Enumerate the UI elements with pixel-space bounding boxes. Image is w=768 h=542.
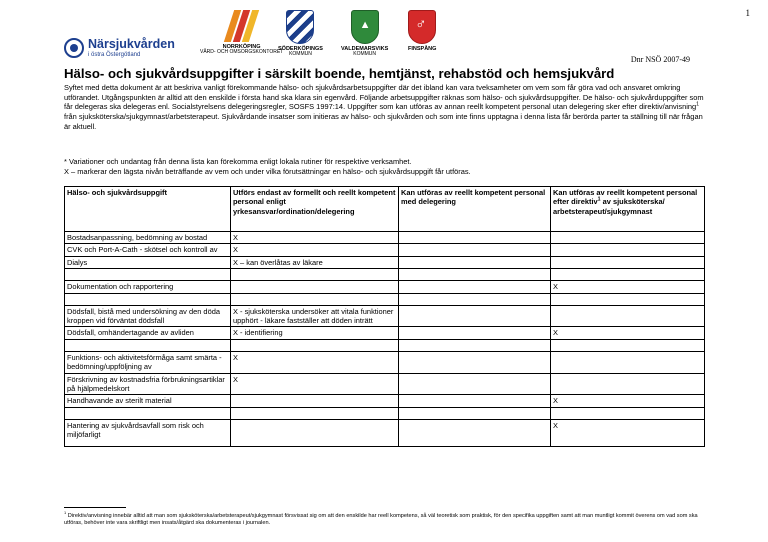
narsjukvarden-logo [64,38,175,58]
task-cell: Handhavande av sterilt material [65,395,231,407]
document-number: Dnr NSÖ 2007-49 [630,55,690,64]
formal-cell: X [231,373,399,395]
note-variations: * Variationer och undantag från denna lista kan förekomma enligt lokala rutiner för respektive verksamhet. [64,157,412,166]
task-cell: Bostadsanpassning, bedömning av bostad [65,232,231,244]
intro-paragraph [64,83,704,132]
delegation-cell [399,419,551,446]
delegation-cell [399,395,551,407]
task-cell: Funktions- och aktivitetsförmåga samt smärta - bedömning/uppföljning av [65,351,231,373]
page-number: 1 [745,8,750,18]
directive-cell [551,244,705,256]
directive-cell [551,256,705,268]
table-row [65,395,705,407]
soderkoping-name: SÖDERKÖPINGS [278,46,323,52]
valdemarsvik-name: VALDEMARSVIKS [341,46,389,52]
delegation-cell [399,327,551,339]
table-row [65,327,705,339]
header-directive: Kan utföras av reellt kompetent personal efter direktiv$^1$ av sjuksköterska/ arbetsterapeut/sjukgymnast [551,187,705,232]
table-spacer-row [65,293,705,305]
note-x-legend: X – markerar den lägsta nivån beträffande av vem och under vilka förutsättningar en hälso- och sjukvårdsuppgift får utföras. [64,166,471,176]
header-task: Hälso- och sjukvårdsuppgift [65,187,231,232]
header-delegation: Kan utföras av reellt kompetent personal med delegering [399,187,551,232]
norrkoping-name: NORRKÖPING [222,44,261,50]
notes [64,157,704,176]
task-cell: Dokumentation och rapportering [65,281,231,293]
directive-cell: X [551,419,705,446]
table-row [65,351,705,373]
valdemarsvik-sub: KOMMUN [353,51,377,58]
footnote [64,510,714,528]
table-header-row [65,187,705,232]
norrkoping-logo [200,10,283,55]
document-title: Hälso- och sjukvårdsuppgifter i särskilt boende, hemtjänst, rehabstöd och hemsjukvård [64,66,615,81]
finspang-shield-icon [408,10,436,44]
narsjukvarden-emblem-icon [64,38,84,58]
table-row [65,281,705,293]
table-row [65,256,705,268]
directive-cell: X [551,395,705,407]
finspang-logo [408,10,436,52]
delegation-cell [399,281,551,293]
finspang-name: FINSPÅNG [408,46,437,52]
directive-cell [551,232,705,244]
norrkoping-sub: VÅRD- OCH OMSORGSKONTORET [200,49,284,56]
task-table [64,186,705,447]
intro-text-cont: från sjuksköterska/sjukgymnast/arbetsterapeut. Sjukvårdande insatser som initieras av hälso- och sjukvården och som inte finns upptagna i denna lista får berörda parter ta ställning till när frågan är aktuell. [64,112,703,131]
directive-cell: X [551,281,705,293]
valdemarsvik-shield-icon [351,10,379,44]
footnote-marker: 1 [64,510,67,516]
delegation-cell [399,373,551,395]
header-formal: Utförs endast av formellt och reellt kompetent personal enligt yrkesansvar/ordination/delegering [231,187,399,232]
table-row [65,373,705,395]
delegation-cell [399,256,551,268]
task-cell: Dialys [65,256,231,268]
table-row [65,232,705,244]
formal-cell: X – kan överlåtas av läkare [231,256,399,268]
directive-cell [551,351,705,373]
directive-cell [551,305,705,327]
table-row [65,419,705,446]
delegation-cell [399,244,551,256]
header-logos [64,10,704,62]
directive-cell [551,373,705,395]
formal-cell [231,395,399,407]
norrkoping-emblem-icon [225,10,259,42]
table-spacer-row [65,407,705,419]
formal-cell: X - identifiering [231,327,399,339]
delegation-cell [399,351,551,373]
task-cell: Dödsfall, omhändertagande av avliden [65,327,231,339]
intro-text: Syftet med detta dokument är att beskriva vanligt förekommande hälso- och sjukvårdsarbetsuppgifter där det ibland kan vara tveksamheter om vem som får göra vad och ansvaret omkring utförandet. Utgångspunkten är alltid att den enskilde i första hand ska klara sin egenvård. Följande arbetsuppgifter räknas som hälso- och sjukvårdsuppgifter. De hälso- och sjukvårduppgifter som får delegeras ska delegeras enl. Socialstyrelsens delegeringsregler, SOSFS 1997:14. Uppgifter som kan utföras av annan reellt kompetent personal utan delegering sker efter direktiv/anvisning [64,83,704,112]
table-row [65,305,705,327]
table-row [65,244,705,256]
soderkoping-sub: KOMMUN [289,51,312,58]
formal-cell: X [231,232,399,244]
narsjukvarden-name: Närsjukvården [88,37,175,52]
formal-cell [231,419,399,446]
formal-cell: X [231,351,399,373]
formal-cell [231,281,399,293]
task-cell: CVK och Port-A-Cath - skötsel och kontroll av [65,244,231,256]
footnote-text: Direktiv/anvisning innebär alltid att man som sjuksköterska/arbetsterapeut/sjukgymnast försvissat sig om att den enskilde har reell kompetens, så väl teoretisk som praktisk, för den specifika uppgiften samt att man muntligt kommit överens om vad som ska utföras, behöver inte vara skriftligt men insats/åtgärd ska dokumenteras i journalen. [64,513,698,527]
task-cell: Dödsfall, bistå med undersökning av den döda kroppen vid förväntat dödsfall [65,305,231,327]
soderkoping-shield-icon [286,10,314,44]
formal-cell: X - sjuksköterska undersöker att vitala funktioner upphört - läkare fastställer att döden inträtt [231,305,399,327]
task-cell: Förskrivning av kostnadsfria förbrukningsartiklar på hjälpmedelskort [65,373,231,395]
table-spacer-row [65,269,705,281]
task-cell: Hantering av sjukvårdsavfall som risk och miljöfarligt [65,419,231,446]
delegation-cell [399,232,551,244]
directive-cell: X [551,327,705,339]
valdemarsvik-logo [341,10,388,57]
table-spacer-row [65,339,705,351]
narsjukvarden-sub: i östra Östergötland [88,51,141,58]
footnote-divider [64,507,126,508]
formal-cell: X [231,244,399,256]
delegation-cell [399,305,551,327]
soderkoping-logo [278,10,323,57]
footnote-ref: 1 [696,101,700,108]
